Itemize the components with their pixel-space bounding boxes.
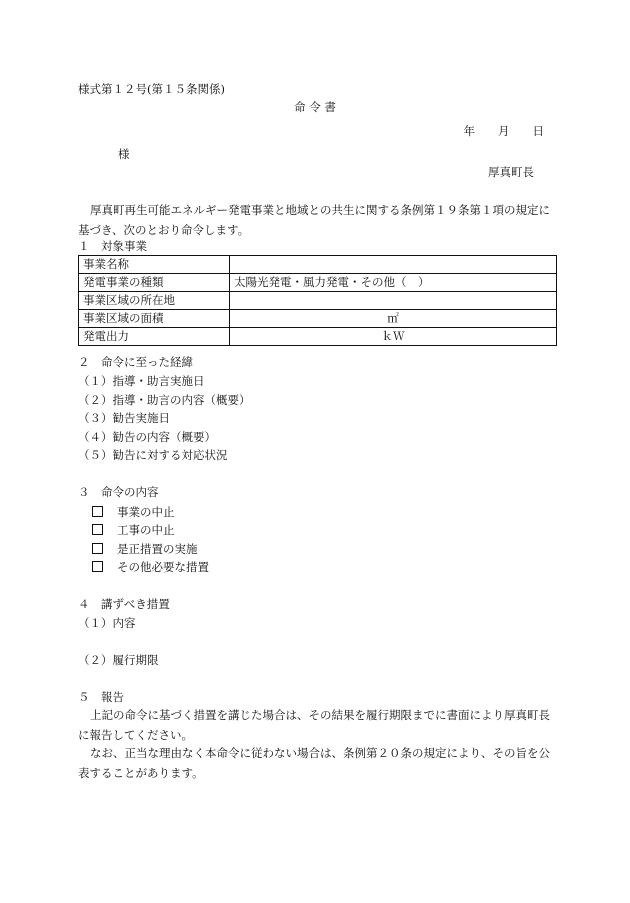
row-value: ｋＷ <box>230 328 557 346</box>
list-item: （１）指導・助言実施日 <box>78 374 205 388</box>
row-label: 発電事業の種類 <box>79 274 230 292</box>
date-line: 年 月 日 <box>463 124 544 138</box>
checkbox-icon[interactable] <box>92 506 103 517</box>
list-item: （２）指導・助言の内容（概要） <box>78 393 251 407</box>
list-item: （２）履行期限 <box>78 653 159 667</box>
checkbox-option[interactable] <box>92 543 198 556</box>
report-paragraph: 上記の命令に基づく措置を講じた場合は、その結果を履行期限までに書面により厚真町長に報告してください。 <box>78 708 550 742</box>
notice-paragraph: なお、正当な理由なく本命令に従わない場合は、条例第２０条の規定により、その旨を公表することがあります。 <box>78 746 550 780</box>
row-label: 事業区域の面積 <box>79 310 230 328</box>
table-row <box>79 256 557 274</box>
checkbox-option[interactable] <box>92 561 209 574</box>
table-row <box>79 328 557 346</box>
table-row <box>79 274 557 292</box>
row-label: 発電出力 <box>79 328 230 346</box>
option-label: 是正措置の実施 <box>117 542 198 556</box>
checkbox-icon[interactable] <box>92 561 103 572</box>
list-item: （４）勧告の内容（概要） <box>78 430 216 444</box>
row-label: 事業名称 <box>79 256 230 274</box>
table-row <box>79 310 557 328</box>
checkbox-option[interactable] <box>92 506 175 519</box>
checkbox-option[interactable] <box>92 524 175 537</box>
section4-heading: ４ 講ずべき措置 <box>78 597 170 611</box>
row-value <box>230 256 557 274</box>
list-item: （３）勧告実施日 <box>78 411 170 425</box>
section5-heading: ５ 報告 <box>78 690 124 704</box>
row-label: 事業区域の所在地 <box>79 292 230 310</box>
list-item: （１）内容 <box>78 616 136 630</box>
document-title: 命 令 書 <box>294 100 336 114</box>
checkbox-icon[interactable] <box>92 524 103 535</box>
row-value: 太陽光発電・風力発電・その他（ ） <box>230 274 557 292</box>
option-label: 事業の中止 <box>117 505 175 519</box>
section2-heading: ２ 命令に至った経緯 <box>78 355 193 369</box>
option-label: 工事の中止 <box>117 523 175 537</box>
addressee: 様 <box>118 147 130 161</box>
intro-paragraph: 厚真町再生可能エネルギー発電事業と地域との共生に関する条例第１９条第１項の規定に基づき、次のとおり命令します。 <box>78 203 550 237</box>
section3-heading: ３ 命令の内容 <box>78 485 159 499</box>
checkbox-icon[interactable] <box>92 543 103 554</box>
target-project-table <box>78 255 557 346</box>
option-label: その他必要な措置 <box>117 560 209 574</box>
table-row <box>79 292 557 310</box>
issuer: 厚真町長 <box>488 165 534 179</box>
row-value <box>230 292 557 310</box>
section1-heading: １ 対象事業 <box>78 239 147 253</box>
row-value: ㎡ <box>230 310 557 328</box>
form-number: 様式第１２号(第１５条関係) <box>78 82 225 96</box>
list-item: （５）勧告に対する対応状況 <box>78 448 228 462</box>
